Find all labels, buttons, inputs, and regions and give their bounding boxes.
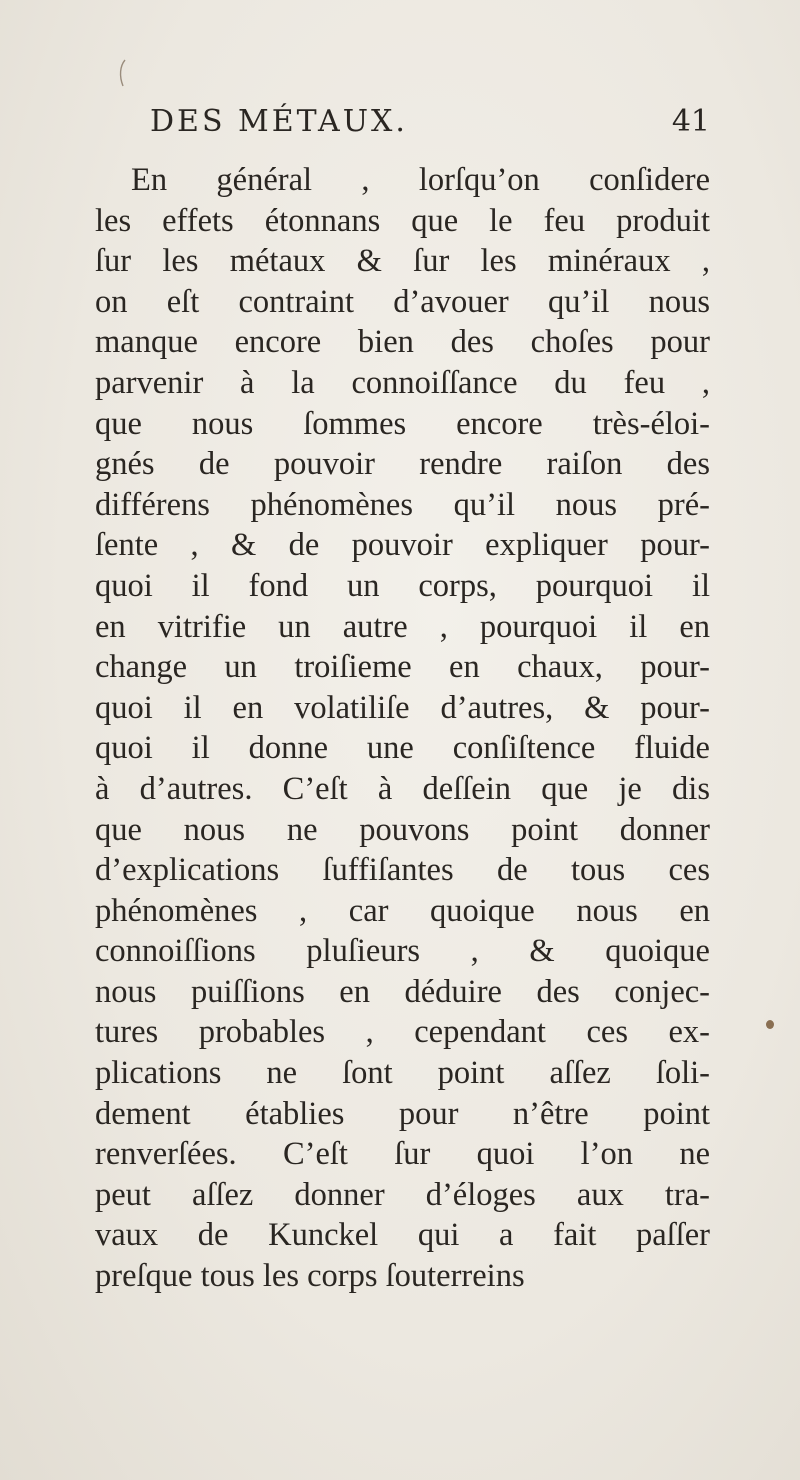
text-line: différens phénomènes qu’il nous pré- xyxy=(95,486,710,523)
text-line: ſente , & de pouvoir expliquer pour- xyxy=(95,527,710,564)
text-line: les effets étonnans que le feu produit xyxy=(95,202,710,239)
text-line: renverſées. C’eſt ſur quoi l’on ne xyxy=(95,1136,710,1173)
text-line: ſur les métaux & ſur les minéraux , xyxy=(95,243,710,280)
text-line: vaux de Kunckel qui a fait paſſer xyxy=(95,1217,710,1254)
text-line: en vitrifie un autre , pourquoi il en xyxy=(95,608,710,645)
text-line: En général , lorſqu’on conſidere xyxy=(131,162,710,198)
text-line: peut aſſez donner d’éloges aux tra- xyxy=(95,1176,710,1213)
text-line: à d’autres. C’eſt à deſſein que je dis xyxy=(95,770,710,807)
text-line: plications ne ſont point aſſez ſoli- xyxy=(95,1055,710,1092)
text-line: manque encore bien des choſes pour xyxy=(95,324,710,361)
text-line: phénomènes , car quoique nous en xyxy=(95,892,710,929)
text-line: quoi il fond un corps, pourquoi il xyxy=(95,567,710,604)
body-text xyxy=(95,160,710,1297)
text-line: on eſt contraint d’avouer qu’il nous xyxy=(95,283,710,320)
page-header xyxy=(150,104,710,144)
paper-stain xyxy=(766,1020,774,1029)
text-line: que nous ſommes encore très-éloi- xyxy=(95,405,710,442)
text-line: quoi il donne une conſiſtence fluide xyxy=(95,730,710,767)
running-title: DES MÉTAUX. xyxy=(150,104,408,139)
text-line: gnés de pouvoir rendre raiſon des xyxy=(95,446,710,483)
text-line: que nous ne pouvons point donner xyxy=(95,811,710,848)
text-line: nous puiſſions en déduire des conjec- xyxy=(95,973,710,1010)
ink-mark xyxy=(117,58,127,88)
text-line: preſque tous les corps ſouterreins xyxy=(95,1258,525,1295)
text-line: change un troiſieme en chaux, pour- xyxy=(95,649,710,686)
text-line: dement établies pour n’être point xyxy=(95,1095,710,1132)
text-line: quoi il en volatiliſe d’autres, & pour- xyxy=(95,689,710,726)
text-line: parvenir à la connoiſſance du feu , xyxy=(95,364,710,401)
text-line: tures probables , cependant ces ex- xyxy=(95,1014,710,1051)
page-number: 41 xyxy=(671,104,710,139)
text-line: d’explications ſuffiſantes de tous ces xyxy=(95,852,710,889)
text-line: connoiſſions pluſieurs , & quoique xyxy=(95,933,710,970)
